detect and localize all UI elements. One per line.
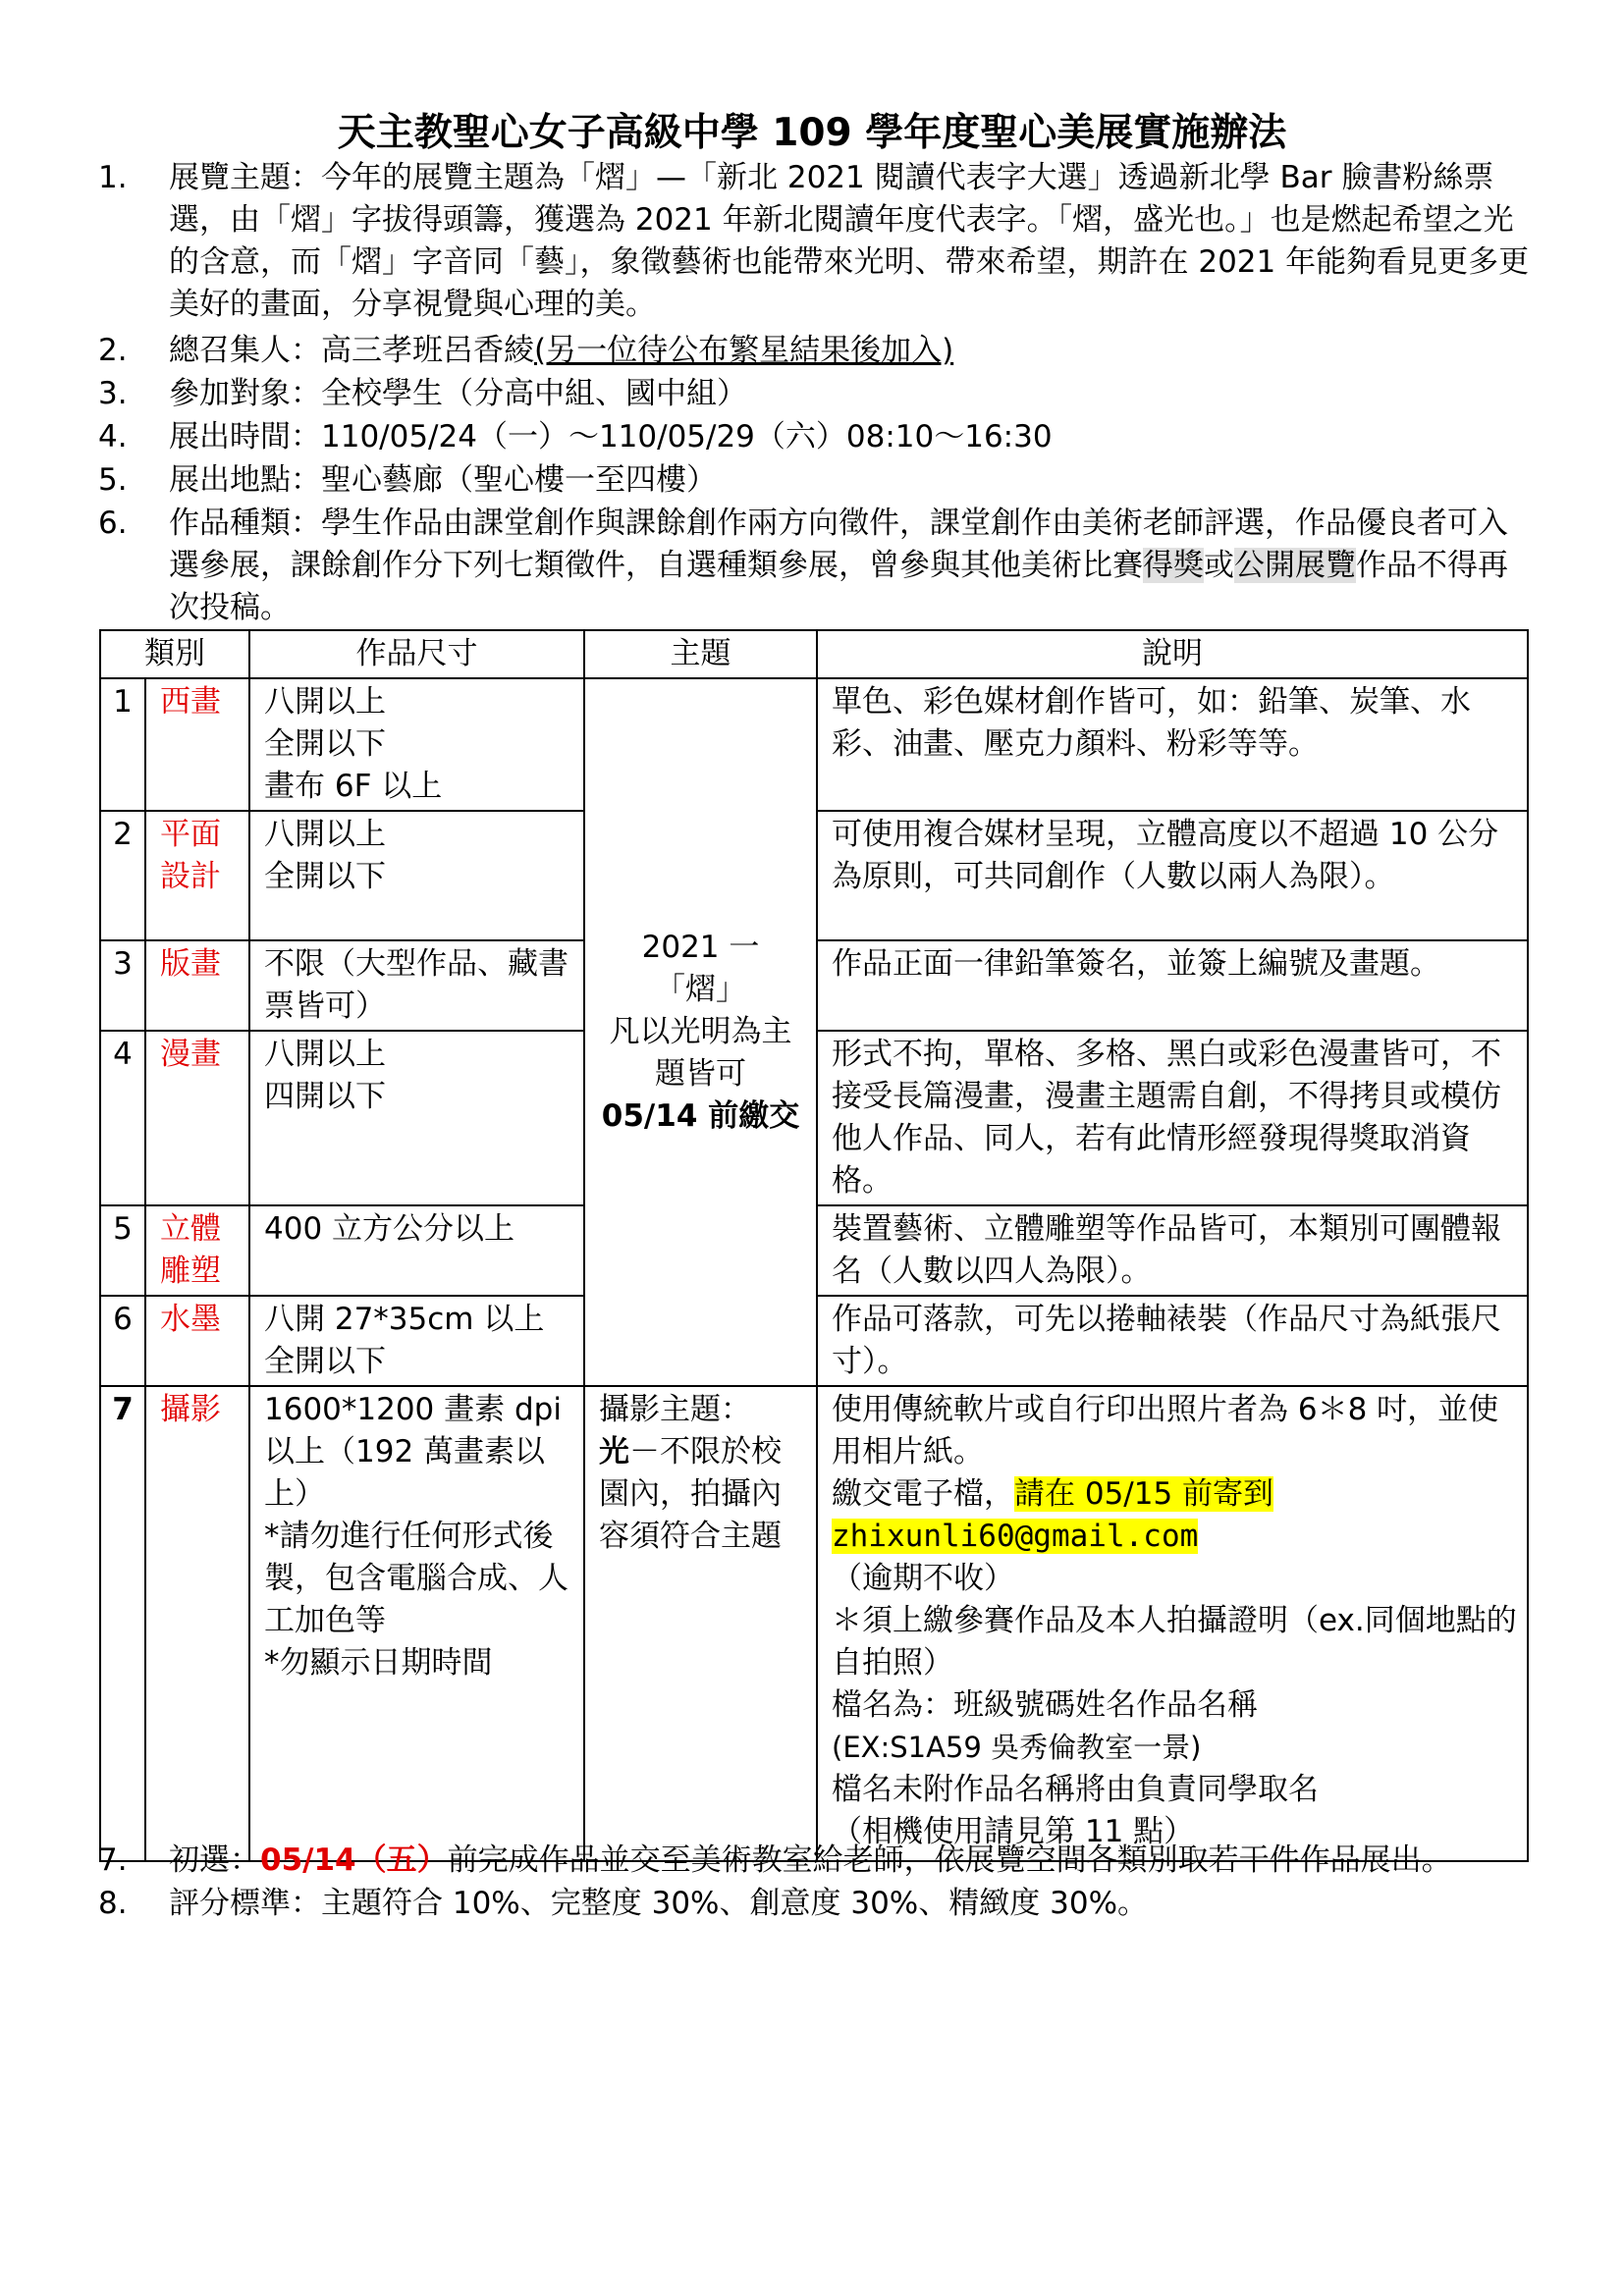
theme-year: 2021 一: [641, 930, 760, 965]
photo-theme-label: 攝影主題：: [599, 1392, 751, 1427]
item-label: 初選：: [169, 1842, 260, 1878]
row-number: 6: [100, 1296, 145, 1386]
item-label: 評分標準：: [169, 1886, 321, 1921]
size-line: 全開以下: [264, 1344, 386, 1379]
size-line: 八開以上: [264, 1037, 386, 1072]
row-description: [817, 1386, 1528, 1861]
table-row-photography: [100, 1386, 1528, 1861]
item-label: 總召集人：: [169, 333, 321, 368]
header-category: 類別: [100, 630, 249, 678]
row-description: 作品正面一律鉛筆簽名，並簽上編號及畫題。: [817, 940, 1528, 1031]
item-text: 聖心藝廊（聖心樓一至四樓）: [321, 462, 717, 498]
item-number: 7.: [98, 1842, 128, 1878]
row-description: 裝置藝術、立體雕塑等作品皆可，本類別可團體報名（人數以四人為限）。: [817, 1205, 1528, 1296]
size-line: *勿顯示日期時間: [264, 1645, 493, 1681]
item-number: 1.: [98, 160, 128, 195]
item-text: 今年的展覽主題為「熠」—「新北 2021 閱讀代表字大選」透過新北學 Bar 臉書粉絲票選，由「熠」字拔得頭籌，獲選為 2021 年新北閱讀年度代表字。「熠，盛光也。」也是燃起希望之光的含意，而「熠」字音同「藝」，象徵藝術也能帶來光明、帶來希望，期許在 2021 年能夠看見更多更美好的畫面，分享視覺與心理的美。: [169, 160, 1530, 322]
highlight-awarded: 得獎: [1143, 548, 1204, 583]
size-line: 畫布 6F 以上: [264, 769, 443, 804]
size-line: 全開以下: [264, 726, 386, 762]
item-number: 2.: [98, 333, 128, 368]
item-text: 前完成作品並交至美術教室給老師，依展覽空間各類別取若干件作品展出。: [447, 1842, 1452, 1878]
email-link[interactable]: zhixunli60@gmail.com: [832, 1519, 1199, 1554]
desc-line: 使用傳統軟片或自行印出照片者為 6＊8 吋，並使用相片紙。: [832, 1392, 1499, 1469]
item-label: 展覽主題：: [169, 160, 321, 195]
row-category: 平面設計: [145, 811, 249, 940]
row-number: 5: [100, 1205, 145, 1296]
size-line: 1600*1200 畫素 dpi 以上（192 萬畫素以上）: [264, 1392, 562, 1512]
row-category: 漫畫: [145, 1031, 249, 1205]
size-line: 八開 27*35cm 以上: [264, 1302, 545, 1337]
size-line: 全開以下: [264, 859, 386, 894]
item-number: 8.: [98, 1886, 128, 1921]
row-category: 攝影: [145, 1386, 249, 1861]
row-category: 水墨: [145, 1296, 249, 1386]
size-line: *請勿進行任何形式後製，包含電腦合成、人工加色等: [264, 1519, 568, 1638]
shared-theme-cell: [584, 678, 817, 1386]
item-number: 6.: [98, 506, 128, 541]
item-label: 作品種類：: [169, 506, 321, 541]
row-number: 3: [100, 940, 145, 1031]
item-number: 4.: [98, 419, 128, 454]
row-number: 2: [100, 811, 145, 940]
document-title: 天主教聖心女子高級中學 109 學年度聖心美展實施辦法: [337, 111, 1287, 155]
item-text: 主題符合 10%、完整度 30%、創意度 30%、精緻度 30%。: [321, 1886, 1149, 1921]
row-size: [249, 1296, 584, 1386]
row-description: 單色、彩色媒材創作皆可，如：鉛筆、炭筆、水彩、油畫、壓克力顏料、粉彩等等。: [817, 678, 1528, 811]
theme-word: 「熠」: [655, 972, 746, 1007]
desc-line: (EX:S1A59 吳秀倫教室一景): [832, 1731, 1202, 1764]
item-underlined-note: (另一位待公布繁星結果後加入): [534, 333, 954, 368]
header-size: 作品尺寸: [249, 630, 584, 678]
deadline-highlight: 請在 05/15 前寄到: [1014, 1476, 1274, 1512]
item-number: 3.: [98, 376, 128, 411]
table-header-row: [100, 630, 1528, 678]
item-text-end: 作品不得再次投稿。: [169, 548, 1508, 625]
item-label: 展出地點：: [169, 462, 321, 498]
size-line: 四開以下: [264, 1079, 386, 1114]
item-text: 全校學生（分高中組、國中組）: [321, 376, 747, 411]
header-description: 說明: [817, 630, 1528, 678]
theme-deadline: 05/14 前繳交: [601, 1098, 800, 1134]
item-number: 5.: [98, 462, 128, 498]
highlight-public-exhibition: 公開展覽: [1234, 548, 1356, 583]
category-table: [99, 629, 1529, 1862]
item-text-connector: 或: [1204, 548, 1234, 583]
photo-theme-text: －不限於校園內，拍攝內容須符合主題: [599, 1434, 782, 1554]
row-category: 立體雕塑: [145, 1205, 249, 1296]
row-number: 7: [100, 1386, 145, 1861]
desc-line: 繳交電子檔，: [832, 1476, 1014, 1512]
table-row: [100, 678, 1528, 811]
row-number: 1: [100, 678, 145, 811]
row-description: 形式不拘，單格、多格、黑白或彩色漫畫皆可，不接受長篇漫畫，漫畫主題需自創，不得拷貝或模仿他人作品、同人，若有此情形經發現得獎取消資格。: [817, 1031, 1528, 1205]
desc-line: ＊須上繳參賽作品及本人拍攝證明（ex.同個地點的自拍照）: [832, 1603, 1517, 1681]
row-description: 可使用複合媒材呈現，立體高度以不超過 10 公分為原則，可共同創作（人數以兩人為限）。: [817, 811, 1528, 940]
desc-line: 檔名未附作品名稱將由負責同學取名: [832, 1772, 1319, 1807]
row-category: 西畫: [145, 678, 249, 811]
desc-line: （逾期不收）: [832, 1561, 1014, 1596]
size-line: 八開以上: [264, 684, 386, 720]
row-description: 作品可落款，可先以捲軸裱裝（作品尺寸為紙張尺寸）。: [817, 1296, 1528, 1386]
item-label: 參加對象：: [169, 376, 321, 411]
item-text: 110/05/24（一）～110/05/29（六）08:10～16:30: [321, 419, 1053, 454]
row-size: 不限（大型作品、藏書票皆可）: [249, 940, 584, 1031]
row-category: 版畫: [145, 940, 249, 1031]
theme-rule: 凡以光明為主題皆可: [609, 1014, 792, 1092]
photo-theme-keyword: 光: [599, 1434, 629, 1469]
row-size: [249, 1386, 584, 1861]
photo-theme-cell: [584, 1386, 817, 1861]
item-label: 展出時間：: [169, 419, 321, 454]
row-size: [249, 811, 584, 940]
header-theme: 主題: [584, 630, 817, 678]
row-size: 400 立方公分以上: [249, 1205, 584, 1296]
item-text: 高三孝班呂香綾: [321, 333, 534, 368]
row-size: [249, 1031, 584, 1205]
row-number: 4: [100, 1031, 145, 1205]
desc-line: （相機使用請見第 11 點）: [832, 1814, 1195, 1849]
row-size: [249, 678, 584, 811]
item-text: 學生作品由課堂創作與課餘創作兩方向徵件，課堂創作由美術老師評選，作品優良者可入選參展，課餘創作分下列七類徵件，自選種類參展，曾參與其他美術比賽: [169, 506, 1508, 583]
desc-line: 檔名為：班級號碼姓名作品名稱: [832, 1687, 1258, 1723]
preliminary-deadline: 05/14（五）: [260, 1842, 448, 1878]
size-line: 八開以上: [264, 817, 386, 852]
